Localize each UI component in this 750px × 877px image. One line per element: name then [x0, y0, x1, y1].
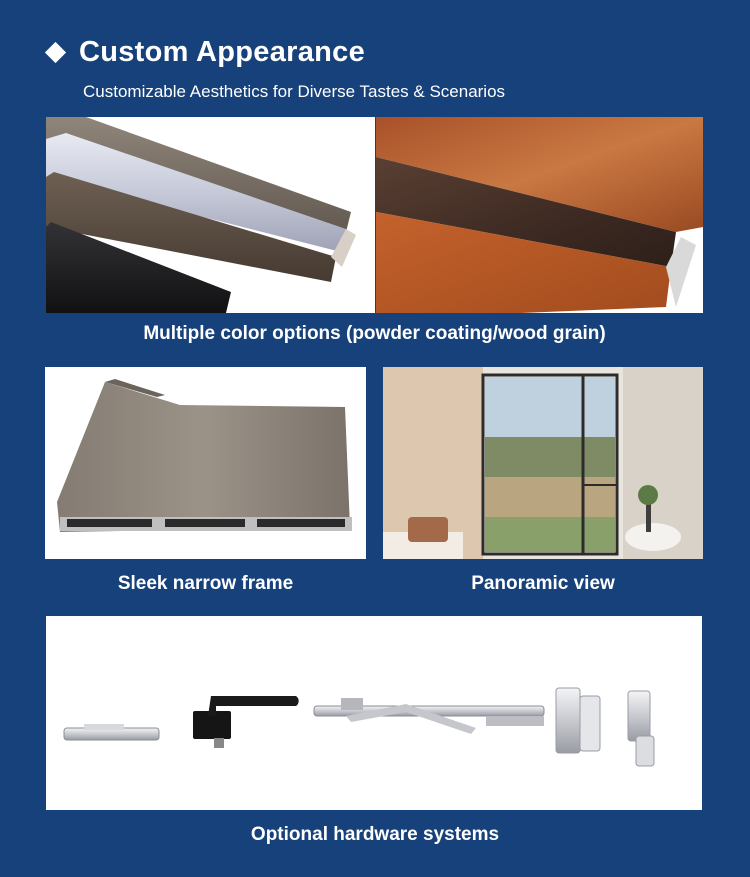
hardware-systems-image — [46, 616, 702, 810]
powder-coating-profiles-image — [46, 117, 375, 313]
hinge-icon — [556, 688, 654, 766]
wood-grain-profiles-image — [376, 117, 703, 313]
friction-stay-icon — [314, 698, 544, 734]
color-options-caption: Multiple color options (powder coating/wood grain) — [143, 323, 606, 344]
page-title — [48, 36, 365, 69]
panoramic-window-image — [383, 367, 703, 559]
keeper-hardware-icon — [64, 724, 159, 740]
diamond-bullet-icon — [45, 42, 66, 63]
page-subtitle: Customizable Aesthetics for Diverse Tastes & Scenarios — [83, 82, 506, 101]
narrow-frame-caption: Sleek narrow frame — [117, 573, 294, 594]
page-title-text: Custom Appearance — [79, 36, 366, 68]
window-handle-icon — [193, 696, 299, 748]
hardware-caption: Optional hardware systems — [250, 824, 500, 845]
panoramic-view-caption: Panoramic view — [471, 573, 615, 594]
narrow-frame-profile-image — [45, 367, 366, 559]
